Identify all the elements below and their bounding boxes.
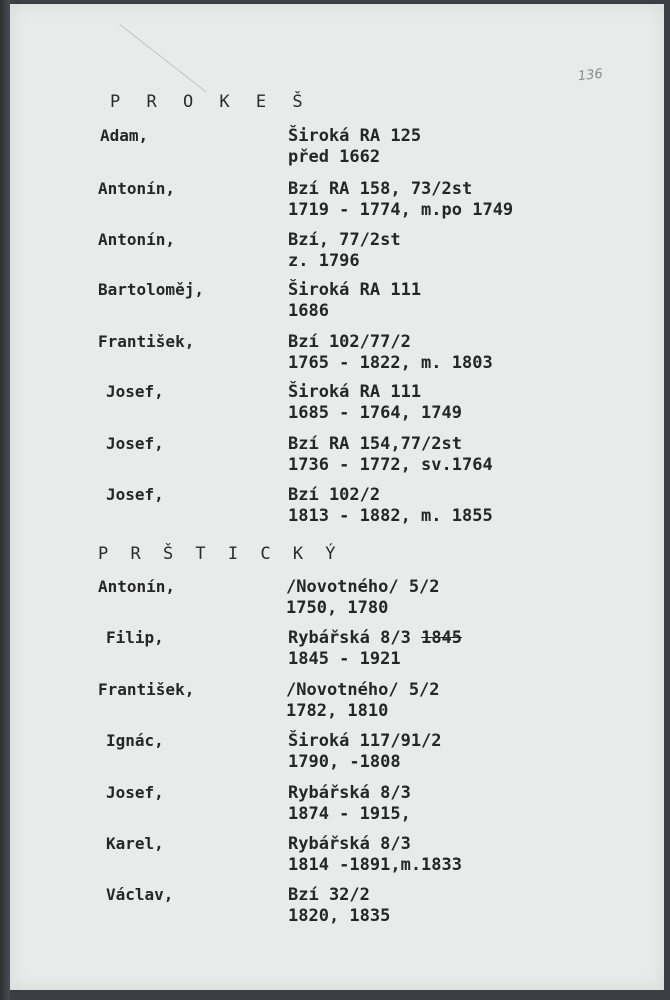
record-address: /Novotného/ 5/2 (286, 680, 440, 700)
record-entry (10, 230, 664, 282)
record-dates: 1813 - 1882, m. 1855 (288, 506, 493, 526)
given-name: Josef, (106, 434, 164, 453)
record-address: Bzí RA 158, 73/2st (288, 179, 473, 199)
record-entry (10, 577, 664, 629)
record-details (288, 382, 462, 424)
record-entry (10, 680, 664, 732)
given-name: Antonín, (98, 577, 176, 596)
record-dates: 1750, 1780 (286, 598, 389, 618)
record-entry (10, 434, 664, 486)
typed-page (10, 4, 664, 990)
given-name: František, (98, 332, 195, 351)
record-details (288, 885, 390, 927)
record-dates: 1685 - 1764, 1749 (288, 403, 462, 423)
given-name: Bartoloměj, (98, 280, 204, 299)
given-name: Josef, (106, 783, 164, 802)
record-address: Rybářská 8/3 (288, 834, 411, 854)
record-dates: z. 1796 (288, 251, 360, 271)
record-entry (10, 885, 664, 937)
record-details (286, 577, 440, 619)
surname-heading: P R Š T I C K Ý (98, 544, 342, 564)
record-address: Bzí 32/2 (288, 885, 370, 905)
given-name: Filip, (106, 628, 164, 647)
struck-year: 1845 (421, 628, 463, 648)
record-details (288, 731, 442, 773)
record-entry (10, 179, 664, 231)
record-entry (10, 783, 664, 835)
record-dates: 1874 - 1915, (288, 804, 411, 824)
record-address: Bzí RA 154,77/2st (288, 434, 462, 454)
given-name: František, (98, 680, 195, 699)
record-address-text: Rybářská 8/3 (288, 628, 411, 648)
record-address: Široká RA 111 (288, 382, 422, 402)
record-address: Rybářská 8/3 (288, 783, 411, 803)
record-dates: 1765 - 1822, m. 1803 (288, 353, 493, 373)
surname-heading: P R O K E Š (110, 92, 311, 112)
record-address: Široká 117/91/2 (288, 731, 442, 751)
record-address: Bzí 102/2 (288, 485, 381, 505)
record-address: Široká RA 111 (288, 280, 422, 300)
given-name: Antonín, (98, 179, 176, 198)
given-name: Karel, (106, 834, 164, 853)
record-details (288, 628, 462, 670)
record-entry (10, 485, 664, 537)
given-name: Josef, (106, 485, 164, 504)
record-address: /Novotného/ 5/2 (286, 577, 440, 597)
record-entry (10, 332, 664, 384)
record-address: Široká RA 125 (288, 126, 422, 146)
record-details (286, 680, 440, 722)
record-entry (10, 126, 664, 178)
record-dates: 1719 - 1774, m.po 1749 (288, 200, 514, 220)
record-address (288, 628, 462, 649)
record-address: Bzí 102/77/2 (288, 332, 411, 352)
record-dates: před 1662 (288, 147, 381, 167)
record-entry (10, 731, 664, 783)
record-details (288, 126, 421, 168)
book-binding (0, 0, 10, 1000)
record-dates: 1820, 1835 (288, 906, 391, 926)
record-entry (10, 382, 664, 434)
record-details (288, 280, 421, 322)
given-name: Adam, (100, 126, 149, 145)
given-name: Antonín, (98, 230, 176, 249)
record-entry (10, 628, 664, 680)
record-address: Bzí, 77/2st (288, 230, 401, 250)
page-number: 136 (577, 66, 604, 85)
record-details (288, 834, 462, 876)
paper-crease (119, 24, 206, 93)
record-dates: 1790, -1808 (288, 752, 401, 772)
record-details (288, 434, 493, 476)
record-dates: 1814 -1891,m.1833 (288, 855, 462, 875)
record-entry (10, 834, 664, 886)
record-details (288, 783, 411, 825)
record-entry (10, 280, 664, 332)
record-details (288, 485, 493, 527)
given-name: Josef, (106, 382, 164, 401)
given-name: Ignác, (106, 731, 164, 750)
given-name: Václav, (106, 885, 174, 904)
record-dates: 1782, 1810 (286, 701, 389, 721)
record-details (288, 179, 513, 221)
record-dates: 1686 (288, 301, 329, 321)
record-dates: 1845 - 1921 (288, 649, 401, 669)
record-dates: 1736 - 1772, sv.1764 (288, 455, 493, 475)
record-details (288, 230, 401, 272)
record-details (288, 332, 493, 374)
